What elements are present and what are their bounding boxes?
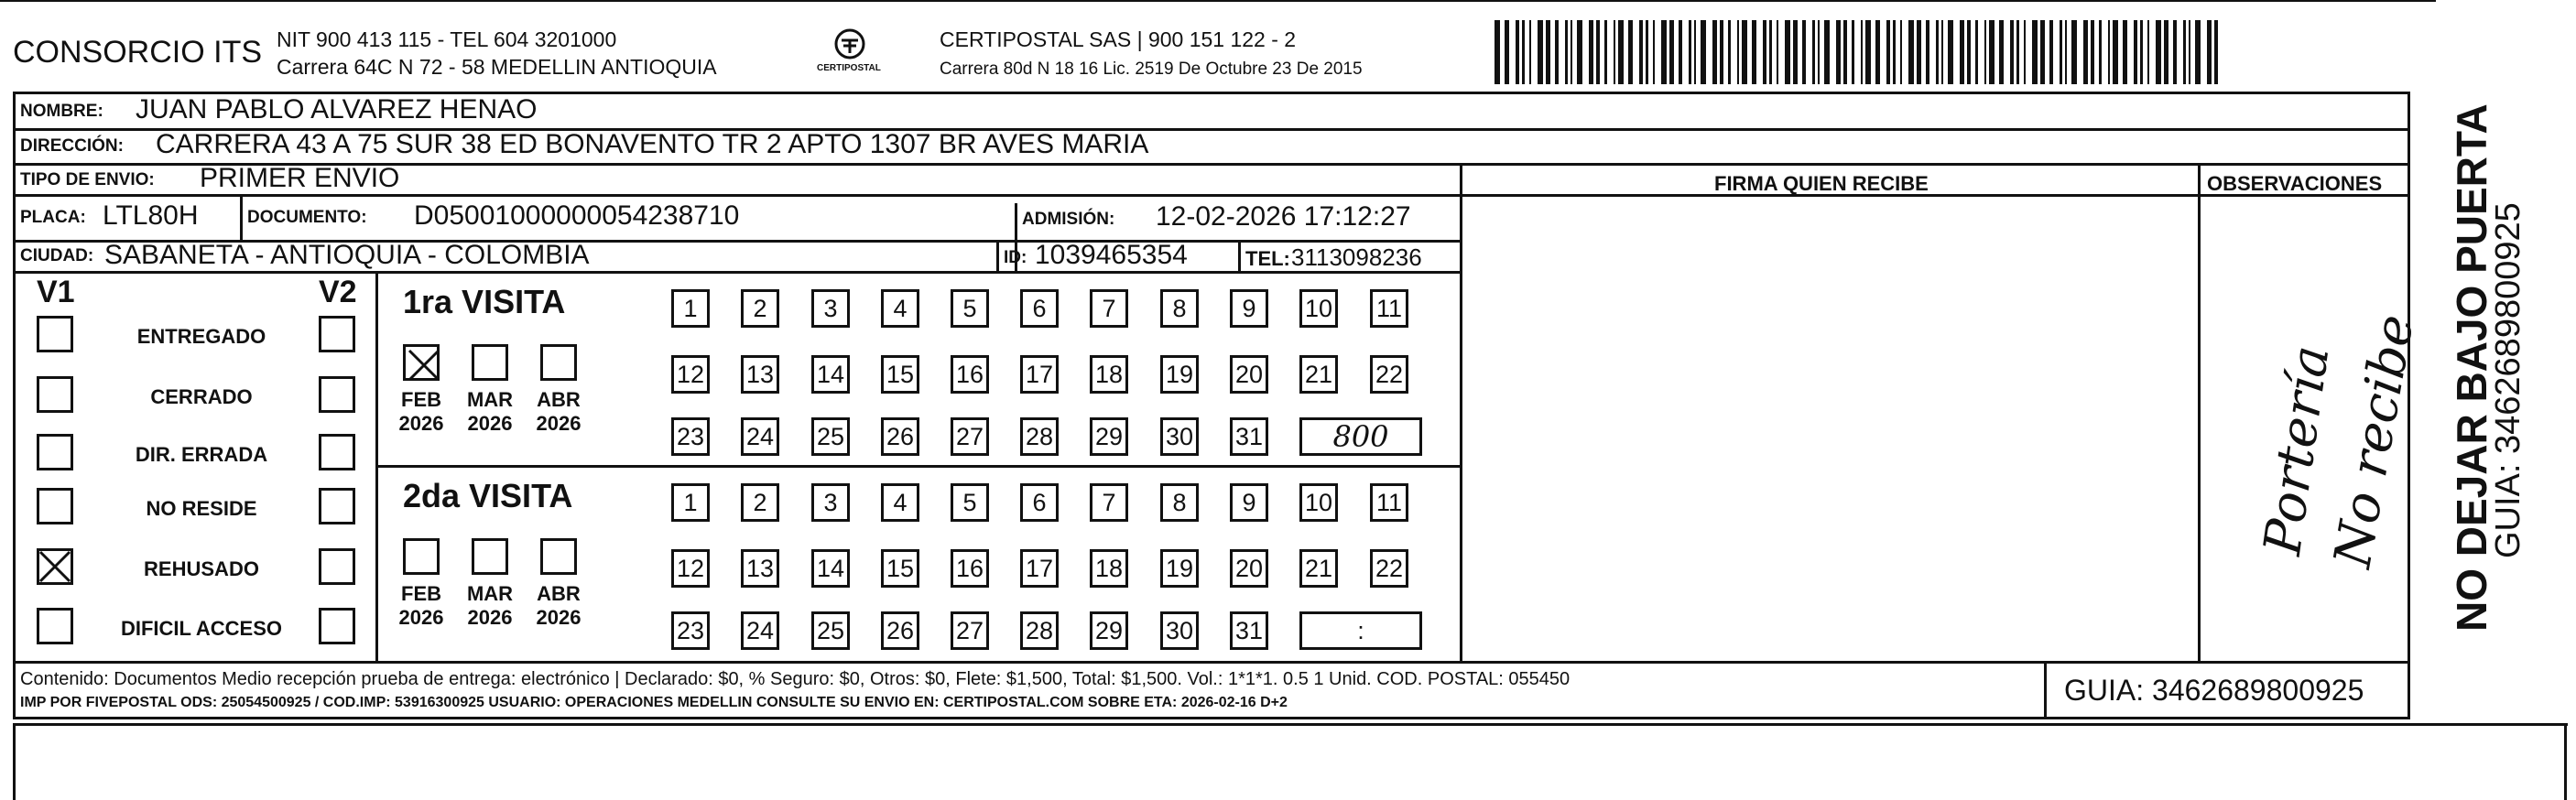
cell-divider [1460, 271, 1462, 661]
month-checkbox[interactable] [472, 538, 508, 575]
footer-print-info: IMP POR FIVEPOSTAL ODS: 25054500925 / COD.IMP: 53916300925 USUARIO: OPERACIONES MEDELLIN CONSULTE SU ENVIO EN: CERTIPOSTAL.COM SOBRE ETA: 2026-02-16 D+2 [20, 695, 1288, 710]
day-cell[interactable]: 11 [1370, 483, 1408, 522]
day-cell[interactable]: 13 [741, 549, 779, 588]
city-value: SABANETA - ANTIOQUIA - COLOMBIA [104, 240, 590, 270]
barcode-bar [1836, 20, 1841, 84]
day-cell[interactable]: 4 [881, 483, 919, 522]
barcode-bar [1818, 20, 1820, 84]
barcode-bar [1538, 20, 1543, 84]
month-label: FEB 2026 [398, 582, 444, 629]
barcode-bar [2207, 20, 2212, 84]
company-address: Carrera 64C N 72 - 58 MEDELLIN ANTIOQUIA [277, 55, 717, 79]
day-cell[interactable]: 4 [881, 289, 919, 328]
day-cell[interactable]: 21 [1299, 549, 1338, 588]
barcode-bar [1639, 20, 1643, 84]
month-label: ABR 2026 [536, 582, 582, 629]
barcode-bar [1843, 20, 1847, 84]
side-warning: NO DEJAR BAJO PUERTA [2448, 103, 2495, 632]
tel-value: 3113098236 [1291, 243, 1422, 271]
barcode-bar [2214, 20, 2218, 84]
barcode-bar [1614, 20, 1615, 84]
barcode-bar [1777, 20, 1778, 84]
day-cell[interactable]: 26 [881, 417, 919, 456]
footer-content: Contenido: Documentos Medio recepción prueba de entrega: electrónico | Declarado: $0, % Seguro: $0, Otros: $0, Flete: $1,500, Total: $1,500. Vol.: 1*1*1. 0.5 1 Unid. COD. POSTAL: 055450 [20, 669, 1571, 689]
barcode-bar [1669, 20, 1674, 84]
day-cell[interactable]: 25 [811, 611, 850, 650]
status-v1-checkbox[interactable] [37, 434, 73, 470]
carrier-name: CERTIPOSTAL SAS | 900 151 122 - 2 [940, 27, 1297, 51]
name-label: NOMBRE: [20, 102, 103, 121]
handwritten-observation-1: Portería [2253, 341, 2342, 559]
barcode-bar [2147, 20, 2149, 84]
status-v1-checkbox[interactable] [37, 608, 73, 644]
barcode-bar [1812, 20, 1815, 84]
barcode-bar [1989, 20, 1994, 84]
barcode-bar [2164, 20, 2168, 84]
barcode-bar [2156, 20, 2161, 84]
month-label: MAR 2026 [466, 582, 514, 629]
day-cell[interactable]: 8 [1160, 483, 1199, 522]
day-cell[interactable]: 22 [1370, 355, 1408, 394]
day-cell[interactable]: 20 [1230, 549, 1268, 588]
month-checkbox[interactable] [472, 344, 508, 381]
barcode-bar [1495, 20, 1500, 84]
barcode-bar [1908, 20, 1914, 84]
barcode-bar [1522, 20, 1525, 84]
barcode-bar [2083, 20, 2088, 84]
observations-header: OBSERVACIONES [2207, 172, 2383, 195]
barcode-bar [1571, 20, 1572, 84]
barcode-bar [1712, 20, 1717, 84]
day-cell[interactable]: 26 [881, 611, 919, 650]
footer-guia: GUIA: 3462689800925 [2064, 674, 2364, 707]
barcode-bar [2032, 20, 2038, 84]
cell-divider [1238, 240, 1241, 271]
barcode-bar [1984, 20, 1986, 84]
day-cell[interactable]: 16 [951, 549, 989, 588]
month-checkbox[interactable] [540, 344, 577, 381]
top-edge [0, 0, 2436, 2]
company-name: CONSORCIO ITS [13, 35, 263, 70]
row-divider [13, 271, 1460, 274]
day-cell[interactable]: 27 [951, 611, 989, 650]
barcode-bar [2040, 20, 2045, 84]
v1-label: V1 [37, 275, 75, 309]
day-cell[interactable]: 29 [1090, 417, 1128, 456]
recipient-name: JUAN PABLO ALVAREZ HENAO [136, 94, 538, 124]
barcode-bar [1999, 20, 2004, 84]
day-cell[interactable]: 21 [1299, 355, 1338, 394]
barcode-bar [1785, 20, 1790, 84]
barcode-bar [1769, 20, 1772, 84]
day-cell[interactable]: 19 [1160, 549, 1199, 588]
barcode-bar [1646, 20, 1648, 84]
status-v2-checkbox[interactable] [319, 548, 355, 585]
barcode [1495, 20, 2227, 84]
recipient-address: CARRERA 43 A 75 SUR 38 ED BONAVENTO TR 2 APTO 1307 BR AVES MARIA [156, 129, 1149, 159]
check-mark-icon [37, 548, 73, 585]
day-cell[interactable]: 7 [1090, 483, 1128, 522]
carrier-logo-text: CERTIPOSTAL [817, 63, 881, 73]
barcode-bar [1589, 20, 1593, 84]
status-v1-checkbox[interactable] [37, 488, 73, 524]
barcode-bar [2189, 20, 2190, 84]
day-cell[interactable]: 13 [741, 355, 779, 394]
barcode-bar [2173, 20, 2177, 84]
day-cell[interactable]: 24 [741, 417, 779, 456]
barcode-bar [2065, 20, 2067, 84]
tel-label: TEL: [1245, 247, 1290, 270]
barcode-bar [1661, 20, 1667, 84]
barcode-bar [2049, 20, 2053, 84]
shipment-type: PRIMER ENVIO [200, 163, 400, 193]
barcode-bar [1948, 20, 1953, 84]
barcode-bar [2108, 20, 2110, 84]
admission-label: ADMISIÓN: [1022, 210, 1115, 229]
barcode-bar [1529, 20, 1531, 84]
time-separator: : [1357, 616, 1364, 644]
day-cell[interactable]: 31 [1230, 417, 1268, 456]
barcode-bar [1728, 20, 1731, 84]
day-cell[interactable]: 12 [671, 355, 710, 394]
side-guia: GUIA: 3462689800925 [2489, 202, 2527, 558]
barcode-bar [1737, 20, 1739, 84]
barcode-bar [1565, 20, 1568, 84]
status-label: REHUSADO [144, 557, 259, 580]
barcode-bar [1960, 20, 1964, 84]
barcode-bar [1926, 20, 1929, 84]
day-cell[interactable]: 18 [1090, 549, 1128, 588]
day-cell[interactable]: 14 [811, 355, 850, 394]
city-label: CIUDAD: [20, 246, 94, 265]
handwritten-observation-2: No recibe [2322, 310, 2427, 572]
barcode-bar [2010, 20, 2014, 84]
cell-divider [2198, 163, 2201, 661]
day-cell[interactable]: 11 [1370, 289, 1408, 328]
barcode-bar [1604, 20, 1607, 84]
barcode-bar [1555, 20, 1559, 84]
day-cell[interactable]: 23 [671, 611, 710, 650]
status-v1-checkbox[interactable] [37, 376, 73, 413]
status-v2-checkbox[interactable] [319, 316, 355, 352]
barcode-bar [2123, 20, 2127, 84]
status-v1-checkbox[interactable] [37, 316, 73, 352]
day-cell[interactable]: 2 [741, 289, 779, 328]
barcode-bar [2024, 20, 2026, 84]
day-cell[interactable]: 8 [1160, 289, 1199, 328]
barcode-bar [1596, 20, 1600, 84]
status-label: ENTREGADO [136, 325, 266, 348]
barcode-bar [1852, 20, 1854, 84]
barcode-bar [2195, 20, 2201, 84]
day-cell[interactable]: 28 [1020, 611, 1059, 650]
visit-title: 2da VISITA [403, 477, 573, 514]
id-label: ID: [1004, 248, 1027, 267]
barcode-bar [1577, 20, 1582, 84]
barcode-bar [1875, 20, 1880, 84]
day-cell[interactable]: 1 [671, 289, 710, 328]
day-cell[interactable]: 24 [741, 611, 779, 650]
barcode-bar [1900, 20, 1902, 84]
barcode-bar [2134, 20, 2137, 84]
barcode-bar [2060, 20, 2062, 84]
month-label: MAR 2026 [466, 388, 514, 435]
barcode-bar [1941, 20, 1943, 84]
barcode-bar [1516, 20, 1519, 84]
company-nit: NIT 900 413 115 - TEL 604 3201000 [277, 27, 617, 51]
status-label: NO RESIDE [146, 497, 257, 520]
barcode-bar [1618, 20, 1624, 84]
document-label: DOCUMENTO: [247, 208, 367, 227]
barcode-bar [1742, 20, 1747, 84]
day-cell[interactable]: 14 [811, 549, 850, 588]
barcode-bar [1917, 20, 1921, 84]
day-cell[interactable]: 22 [1370, 549, 1408, 588]
status-v2-checkbox[interactable] [319, 376, 355, 413]
barcode-bar [1505, 20, 1509, 84]
barcode-bar [1886, 20, 1890, 84]
barcode-bar [1679, 20, 1682, 84]
day-cell[interactable]: 15 [881, 355, 919, 394]
day-cell[interactable]: 27 [951, 417, 989, 456]
status-label: CERRADO [150, 385, 253, 408]
month-label: FEB 2026 [398, 388, 444, 435]
observations-area[interactable] [2201, 196, 2427, 659]
check-mark-icon [406, 347, 442, 384]
cell-divider [2564, 723, 2567, 800]
time-box[interactable] [1299, 417, 1422, 456]
day-cell[interactable]: 10 [1299, 289, 1338, 328]
barcode-bar [2183, 20, 2186, 84]
barcode-bar [2140, 20, 2143, 84]
status-v2-checkbox[interactable] [319, 608, 355, 644]
month-checkbox[interactable] [403, 344, 440, 381]
barcode-bar [1936, 20, 1939, 84]
barcode-bar [1694, 20, 1696, 84]
day-cell[interactable]: 9 [1230, 289, 1268, 328]
barcode-bar [1689, 20, 1691, 84]
day-cell[interactable]: 16 [951, 355, 989, 394]
type-label: TIPO DE ENVIO: [20, 170, 155, 189]
day-cell[interactable]: 23 [671, 417, 710, 456]
day-cell[interactable]: 19 [1160, 355, 1199, 394]
handwritten-time: 800 [1332, 419, 1389, 454]
barcode-bar [2071, 20, 2077, 84]
day-cell[interactable]: 7 [1090, 289, 1128, 328]
cell-divider [996, 240, 999, 271]
barcode-bar [1893, 20, 1896, 84]
signature-header: FIRMA QUIEN RECIBE [1714, 172, 1929, 195]
barcode-bar [1701, 20, 1706, 84]
day-cell[interactable]: 18 [1090, 355, 1128, 394]
carrier-address: Carrera 80d N 18 16 Lic. 2519 De Octubre 23 De 2015 [940, 59, 1363, 79]
day-cell[interactable]: 30 [1160, 417, 1199, 456]
day-cell[interactable]: 17 [1020, 355, 1059, 394]
document-value: D05001000000054238710 [414, 200, 740, 231]
signature-area[interactable] [1463, 196, 2196, 659]
barcode-bar [1752, 20, 1756, 84]
day-cell[interactable]: 10 [1299, 483, 1338, 522]
day-cell[interactable]: 5 [951, 483, 989, 522]
plate-label: PLACA: [20, 208, 86, 227]
month-checkbox[interactable] [403, 538, 440, 575]
barcode-bar [1824, 20, 1830, 84]
day-cell[interactable]: 3 [811, 289, 850, 328]
admission-value: 12-02-2026 17:12:27 [1156, 201, 1411, 232]
day-cell[interactable]: 12 [671, 549, 710, 588]
barcode-bar [2091, 20, 2094, 84]
day-cell[interactable]: 9 [1230, 483, 1268, 522]
day-cell[interactable]: 6 [1020, 483, 1059, 522]
day-cell[interactable]: 2 [741, 483, 779, 522]
barcode-bar [2099, 20, 2102, 84]
lower-frame [13, 723, 2568, 800]
day-cell[interactable]: 29 [1090, 611, 1128, 650]
day-cell[interactable]: 5 [951, 289, 989, 328]
barcode-bar [1793, 20, 1798, 84]
day-cell[interactable]: 31 [1230, 611, 1268, 650]
barcode-bar [2016, 20, 2019, 84]
row-divider [13, 661, 2410, 664]
day-cell[interactable]: 28 [1020, 417, 1059, 456]
day-cell[interactable]: 20 [1230, 355, 1268, 394]
barcode-bar [1865, 20, 1871, 84]
status-v2-checkbox[interactable] [319, 488, 355, 524]
cell-divider [2044, 661, 2047, 719]
plate-value: LTL80H [103, 200, 199, 231]
barcode-bar [1546, 20, 1550, 84]
day-cell[interactable]: 3 [811, 483, 850, 522]
barcode-bar [1975, 20, 1978, 84]
status-v2-checkbox[interactable] [319, 434, 355, 470]
status-v1-checkbox[interactable] [37, 548, 73, 585]
visit-divider [375, 465, 1460, 468]
carrier-logo [813, 26, 886, 79]
barcode-bar [1967, 20, 1971, 84]
day-cell[interactable]: 15 [881, 549, 919, 588]
barcode-bar [1653, 20, 1655, 84]
barcode-bar [2113, 20, 2118, 84]
day-cell[interactable]: 17 [1020, 549, 1059, 588]
barcode-bar [1861, 20, 1863, 84]
barcode-bar [1720, 20, 1723, 84]
barcode-bar [1763, 20, 1766, 84]
address-label: DIRECCIÓN: [20, 136, 124, 156]
visit-title: 1ra VISITA [403, 283, 566, 320]
status-label: DIFICIL ACCESO [120, 617, 282, 640]
time-box[interactable] [1299, 611, 1422, 650]
status-label: DIR. ERRADA [135, 443, 268, 466]
day-cell[interactable]: 30 [1160, 611, 1199, 650]
month-label: ABR 2026 [536, 388, 582, 435]
barcode-bar [1802, 20, 1806, 84]
day-cell[interactable]: 1 [671, 483, 710, 522]
day-cell[interactable]: 6 [1020, 289, 1059, 328]
barcode-bar [1628, 20, 1633, 84]
cell-divider [240, 194, 243, 240]
day-cell[interactable]: 25 [811, 417, 850, 456]
month-checkbox[interactable] [540, 538, 577, 575]
v2-label: V2 [319, 275, 357, 309]
id-value: 1039465354 [1035, 240, 1188, 270]
